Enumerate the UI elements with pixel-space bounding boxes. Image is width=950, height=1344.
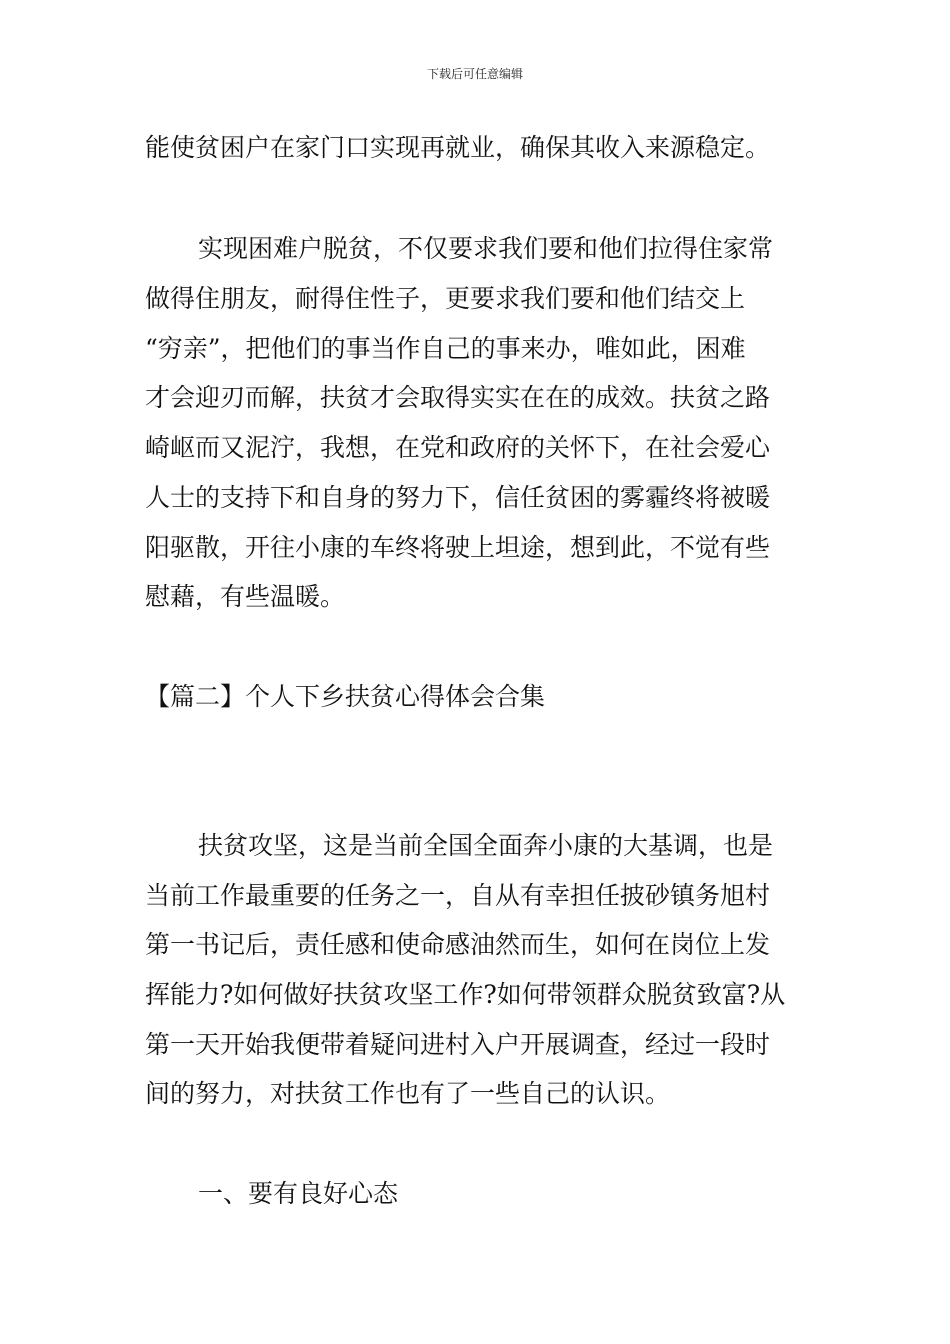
paragraph-3-line-6: 间的努力，对扶贫工作也有了一些自己的认识。 [145, 1079, 671, 1108]
paragraph-2-line-8: 慰藉，有些温暖。 [145, 582, 346, 611]
paragraph-2-line-4: 才会迎刃而解，扶贫才会取得实实在在的成效。扶贫之路 [145, 383, 771, 412]
page-header: 下载后可任意编辑 [426, 67, 523, 81]
section-title: 【篇二】个人下乡扶贫心得体会合集 [145, 682, 546, 711]
paragraph-2-line-5: 崎岖而又泥泞，我想，在党和政府的关怀下，在社会爱心 [145, 433, 771, 462]
paragraph-2-line-3: “穷亲”，把他们的事当作自己的事来办，唯如此，困难 [145, 334, 746, 363]
paragraph-2-line-1: 实现困难户脱贫，不仅要求我们要和他们拉得住家常 [198, 234, 774, 263]
paragraph-2-line-7: 阳驱散，开往小康的车终将驶上坦途，想到此，不觉有些 [145, 533, 771, 562]
paragraph-3-line-5: 第一天开始我便带着疑问进村入户开展调查，经过一段时 [145, 1030, 771, 1059]
subheading: 一、要有良好心态 [198, 1179, 399, 1208]
paragraph-2-line-2: 做得住朋友，耐得住性子，更要求我们要和他们结交上 [145, 284, 746, 313]
paragraph-2-line-6: 人士的支持下和自身的努力下，信任贫困的雾霾终将被暖 [145, 483, 771, 512]
paragraph-3-line-2: 当前工作最重要的任务之一，自从有幸担任披砂镇务旭村 [145, 881, 771, 910]
paragraph-1-line-1: 能使贫困户在家门口实现再就业，确保其收入来源稳定。 [145, 133, 771, 162]
paragraph-3-line-4: 挥能力?如何做好扶贫攻坚工作?如何带领群众脱贫致富?从 [145, 980, 786, 1009]
paragraph-3-line-1: 扶贫攻坚，这是当前全国全面奔小康的大基调，也是 [198, 831, 774, 860]
paragraph-3-line-3: 第一书记后，责任感和使命感油然而生，如何在岗位上发 [145, 930, 771, 959]
